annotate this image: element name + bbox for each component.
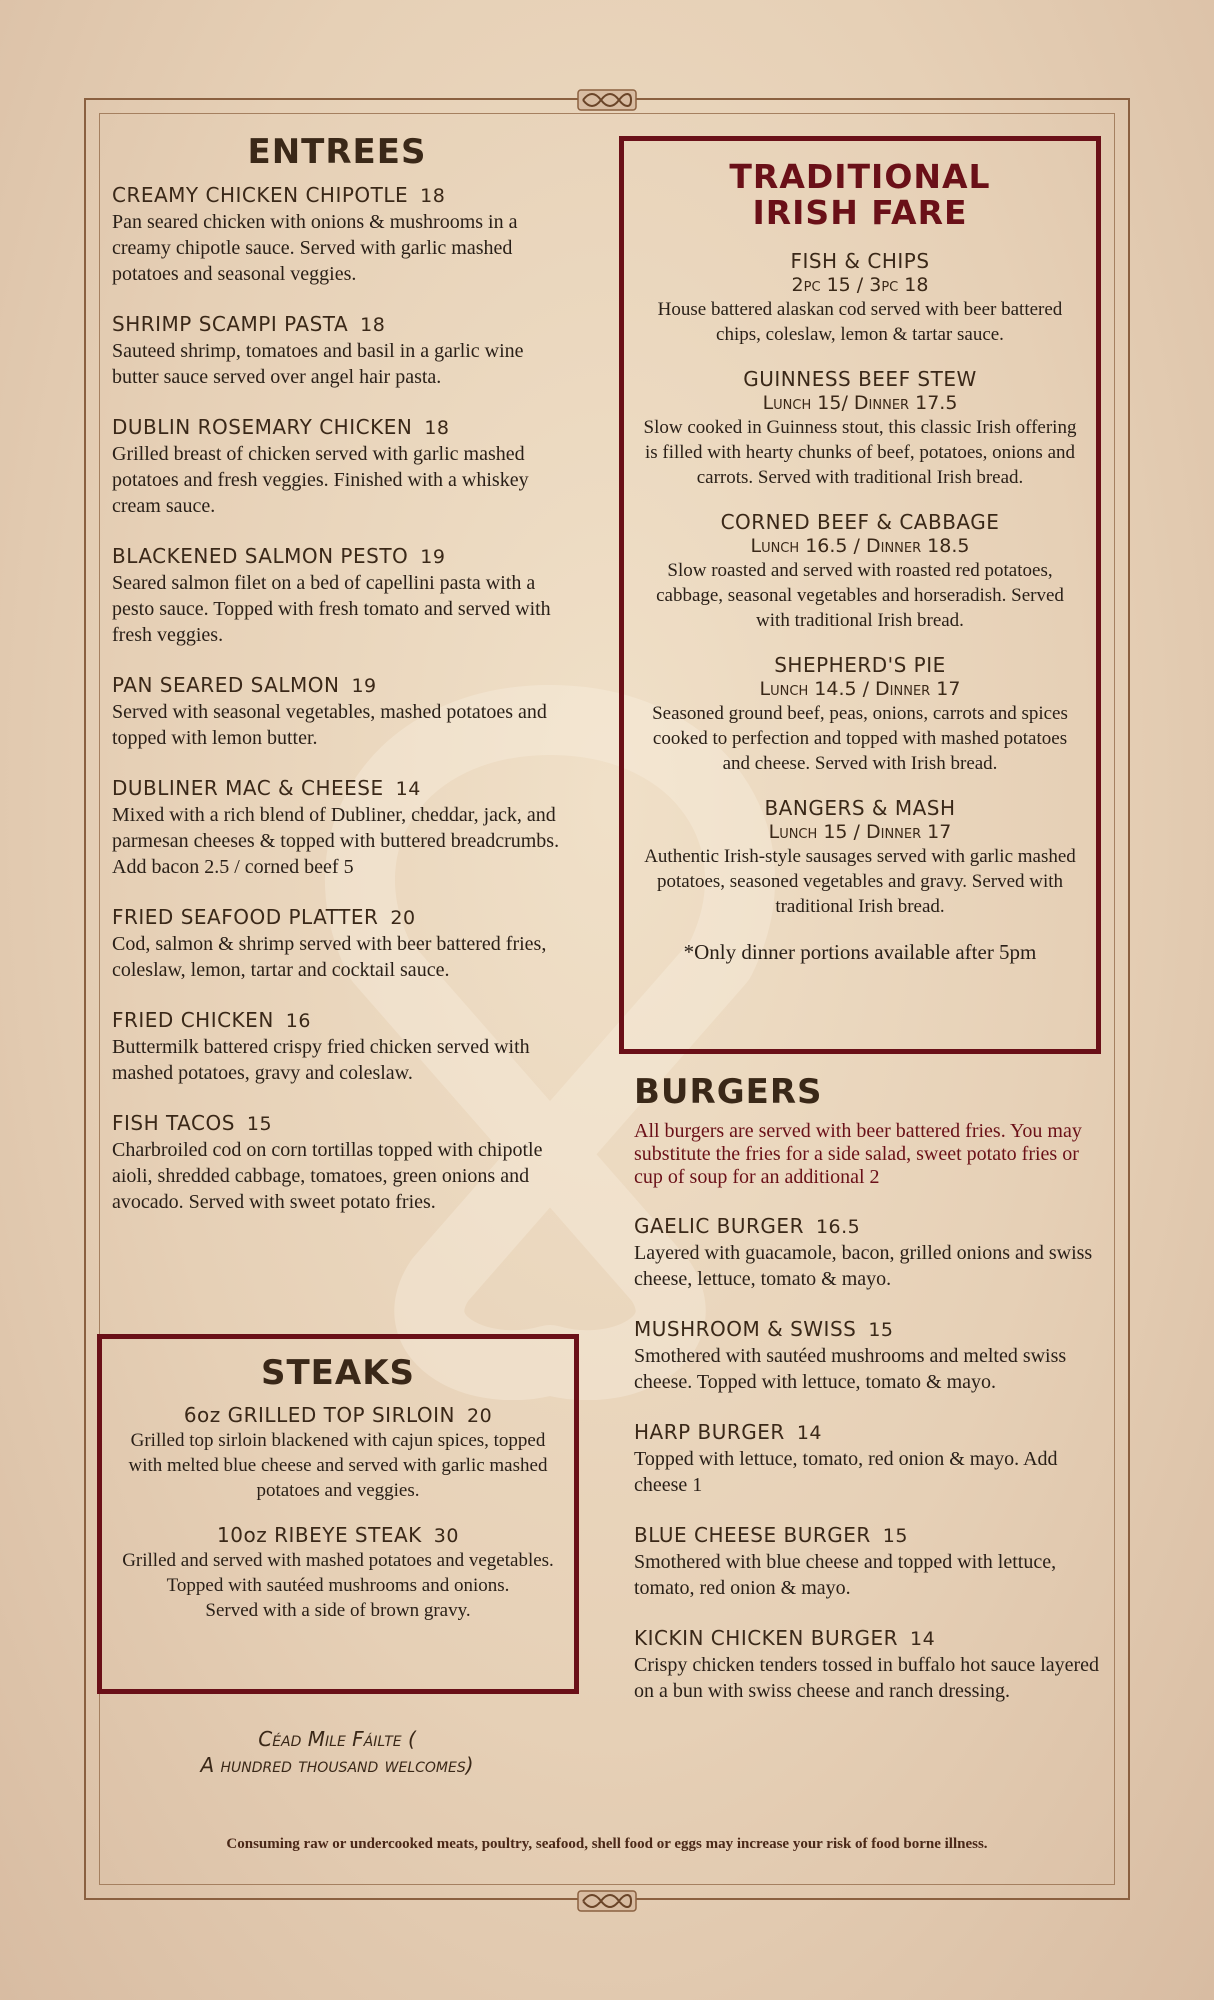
menu-item	[640, 653, 1080, 776]
menu-item	[112, 543, 562, 648]
menu-item-description: Authentic Irish-style sausages served with garlic mashed potatoes, seasoned vegetables and gravy. Served with traditional Irish bread.	[644, 846, 1076, 917]
menu-item	[112, 182, 562, 287]
menu-item-addon: Add bacon 2.5 / corned beef 5	[112, 856, 354, 878]
menu-item-price: 15	[246, 1113, 273, 1135]
menu-item-name: MUSHROOM & SWISS	[634, 1317, 857, 1341]
menu-item-name: KICKIN CHICKEN BURGER	[634, 1626, 899, 1650]
menu-item-header	[112, 543, 562, 570]
menu-item-name: FISH & CHIPS	[790, 249, 930, 273]
menu-item-header	[112, 775, 562, 802]
menu-item-description: Slow roasted and served with roasted red potatoes, cabbage, seasonal vegetables and horseradish. Served with traditional Irish bread.	[656, 560, 1064, 631]
menu-item-header	[112, 1110, 562, 1137]
menu-item-name: 10oz RIBEYE STEAK	[217, 1523, 422, 1547]
burgers-list	[634, 1213, 1104, 1704]
menu-item	[634, 1419, 1104, 1498]
menu-item-price: 20	[390, 907, 416, 929]
menu-item-price: 15	[882, 1525, 908, 1547]
irish-fare-note: *Only dinner portions available after 5pm	[683, 940, 1037, 964]
menu-item-price: 18	[420, 185, 446, 207]
menu-item-name: FRIED CHICKEN	[112, 1008, 274, 1032]
menu-item	[112, 311, 562, 390]
menu-item-header	[634, 1625, 1104, 1652]
menu-item-description: House battered alaskan cod served with beer battered chips, coleslaw, lemon & tartar sauce.	[657, 299, 1063, 345]
menu-item-price: 14	[395, 778, 421, 800]
entrees-section	[112, 132, 562, 1239]
menu-item-header	[640, 653, 1080, 677]
menu-item	[116, 1523, 560, 1623]
menu-item-header	[640, 796, 1080, 820]
irish-fare-list	[640, 249, 1080, 919]
menu-item-name: SHRIMP SCAMPI PASTA	[112, 312, 349, 336]
celtic-knot-icon	[577, 88, 637, 112]
menu-item	[112, 1110, 562, 1215]
menu-item-header	[112, 311, 562, 338]
menu-item	[112, 1007, 562, 1086]
menu-item-header	[116, 1403, 560, 1428]
menu-item-name: BLACKENED SALMON PESTO	[112, 544, 409, 568]
menu-item-description: Layered with guacamole, bacon, grilled onions and swiss cheese, lettuce, tomato & mayo.	[634, 1242, 1093, 1290]
menu-item-description: Mixed with a rich blend of Dubliner, cheddar, jack, and parmesan cheeses & topped with buttered breadcrumbs.	[112, 804, 560, 852]
menu-item-name: CORNED BEEF & CABBAGE	[720, 510, 1000, 534]
welcome-line2: A hundred thousand welcomes)	[200, 1753, 474, 1777]
burgers-heading: BURGERS	[634, 1072, 823, 1112]
menu-item-description: Seasoned ground beef, peas, onions, carrots and spices cooked to perfection and topped with mashed potatoes and cheese. Served with Irish bread.	[652, 703, 1068, 774]
menu-item-description: Charbroiled cod on corn tortillas topped with chipotle aioli, shredded cabbage, tomatoes, green onions and avocado. Served with sweet potato fries.	[112, 1139, 543, 1213]
welcome-message	[112, 1726, 562, 1778]
menu-item	[640, 796, 1080, 919]
celtic-knot-icon	[577, 1889, 637, 1913]
menu-item-name: FISH TACOS	[112, 1111, 235, 1135]
menu-item-description: Buttermilk battered crispy fried chicken served with mashed potatoes, gravy and coleslaw.	[112, 1036, 530, 1084]
menu-item-price: 15	[868, 1319, 894, 1341]
irish-fare-box	[619, 136, 1101, 1054]
entrees-heading: ENTREES	[247, 132, 427, 172]
welcome-line1: Céad Mile Fáilte (	[258, 1727, 416, 1751]
steaks-heading: STEAKS	[260, 1353, 416, 1393]
entrees-list	[112, 182, 562, 1215]
menu-item-description: Crispy chicken tenders tossed in buffalo hot sauce layered on a bun with swiss cheese and ranch dressing.	[634, 1654, 1100, 1702]
menu-item	[112, 775, 562, 880]
menu-item-price: 2pc 15 / 3pc 18	[791, 274, 929, 296]
menu-item-header	[640, 510, 1080, 534]
menu-item-name: HARP BURGER	[634, 1420, 785, 1444]
menu-item-description: Grilled and served with mashed potatoes and vegetables. Topped with sautéed mushrooms and onions.	[122, 1550, 554, 1596]
menu-item-name: DUBLINER MAC & CHEESE	[112, 776, 384, 800]
irish-fare-heading	[640, 159, 1080, 231]
irish-fare-heading-line1: TRADITIONAL	[729, 157, 991, 196]
menu-item-header	[634, 1213, 1104, 1240]
menu-item-header	[640, 249, 1080, 273]
menu-item-name: BANGERS & MASH	[764, 796, 956, 820]
menu-item-header	[634, 1522, 1104, 1549]
menu-item-price: Lunch 16.5 / Dinner 18.5	[750, 535, 970, 557]
menu-item-price: 16	[285, 1010, 311, 1032]
menu-item	[634, 1522, 1104, 1601]
menu-item-price: 16.5	[815, 1216, 861, 1238]
menu-item-description: Grilled top sirloin blackened with cajun spices, topped with melted blue cheese and served with garlic mashed potatoes and veggies.	[128, 1430, 548, 1501]
menu-item-name: BLUE CHEESE BURGER	[634, 1523, 871, 1547]
menu-item-header	[634, 1316, 1104, 1343]
menu-item-price: Lunch 14.5 / Dinner 17	[759, 678, 961, 700]
menu-item-name: FRIED SEAFOOD PLATTER	[112, 905, 379, 929]
menu-item-price: 20	[467, 1405, 493, 1427]
menu-item-price: 14	[796, 1422, 823, 1444]
menu-item	[112, 414, 562, 519]
burgers-note: All burgers are served with beer battered fries. You may substitute the fries for a side salad, sweet potato fries or cup of soup for an additional 2	[634, 1120, 1082, 1188]
menu-item-header	[116, 1523, 560, 1548]
menu-item-price: Lunch 15/ Dinner 17.5	[762, 392, 958, 414]
menu-item-price: 18	[424, 417, 450, 439]
menu-item	[634, 1625, 1104, 1704]
menu-item-description: Sauteed shrimp, tomatoes and basil in a garlic wine butter sauce served over angel hair pasta.	[112, 340, 524, 388]
menu-item-name: GAELIC BURGER	[634, 1214, 804, 1238]
menu-item-header	[112, 414, 562, 441]
menu-item-price: 19	[351, 675, 377, 697]
menu-item-description: Served with seasonal vegetables, mashed potatoes and topped with lemon butter.	[112, 701, 547, 749]
menu-item-description: Topped with lettuce, tomato, red onion & mayo. Add cheese 1	[634, 1448, 1058, 1496]
menu-item-price: 19	[420, 546, 446, 568]
menu-item-header	[640, 367, 1080, 391]
menu-item-name: GUINNESS BEEF STEW	[743, 367, 977, 391]
menu-item-name: SHEPHERD'S PIE	[774, 653, 946, 677]
menu-item-description: Smothered with blue cheese and topped with lettuce, tomato, red onion & mayo.	[634, 1551, 1057, 1599]
menu-item-name: 6oz GRILLED TOP SIRLOIN	[183, 1403, 455, 1427]
menu-item	[112, 672, 562, 751]
steaks-list	[116, 1403, 560, 1623]
food-safety-disclaimer: Consuming raw or undercooked meats, poultry, seafood, shell food or eggs may increase your risk of food borne illness.	[226, 1836, 988, 1852]
menu-item	[640, 510, 1080, 633]
menu-item	[640, 249, 1080, 347]
menu-item-header	[112, 182, 562, 209]
menu-item-price: 30	[433, 1525, 459, 1547]
menu-item-addon: Served with a side of brown gravy.	[205, 1600, 471, 1621]
menu-item-description: Cod, salmon & shrimp served with beer battered fries, coleslaw, lemon, tartar and cocktail sauce.	[112, 933, 547, 981]
menu-item-description: Grilled breast of chicken served with garlic mashed potatoes and fresh veggies. Finished with a whiskey cream sauce.	[112, 443, 529, 517]
burgers-section	[634, 1072, 1104, 1728]
menu-item	[634, 1316, 1104, 1395]
menu-item-name: PAN SEARED SALMON	[112, 673, 340, 697]
menu-item	[640, 367, 1080, 490]
menu-item-name: DUBLIN ROSEMARY CHICKEN	[112, 415, 413, 439]
menu-item-price: 18	[360, 314, 386, 336]
menu-item-header	[112, 904, 562, 931]
menu-item-header	[634, 1419, 1104, 1446]
steaks-box	[97, 1334, 579, 1694]
menu-item-description: Slow cooked in Guinness stout, this classic Irish offering is filled with hearty chunks of beef, potatoes, onions and carrots. Served with traditional Irish bread.	[643, 417, 1077, 488]
menu-item	[116, 1403, 560, 1503]
menu-item-description: Seared salmon filet on a bed of capellini pasta with a pesto sauce. Topped with fresh tomato and served with fresh veggies.	[112, 572, 551, 646]
irish-fare-heading-line2: IRISH FARE	[752, 193, 968, 232]
menu-item-header	[112, 672, 562, 699]
menu-item	[634, 1213, 1104, 1292]
menu-item-description: Smothered with sautéed mushrooms and melted swiss cheese. Topped with lettuce, tomato & mayo.	[634, 1345, 1067, 1393]
menu-item-price: Lunch 15 / Dinner 17	[768, 821, 952, 843]
menu-item-description: Pan seared chicken with onions & mushrooms in a creamy chipotle sauce. Served with garlic mashed potatoes and seasonal veggies.	[112, 211, 518, 285]
menu-item-price: 14	[910, 1628, 936, 1650]
menu-item-name: CREAMY CHICKEN CHIPOTLE	[112, 183, 409, 207]
menu-item-header	[112, 1007, 562, 1034]
menu-item	[112, 904, 562, 983]
